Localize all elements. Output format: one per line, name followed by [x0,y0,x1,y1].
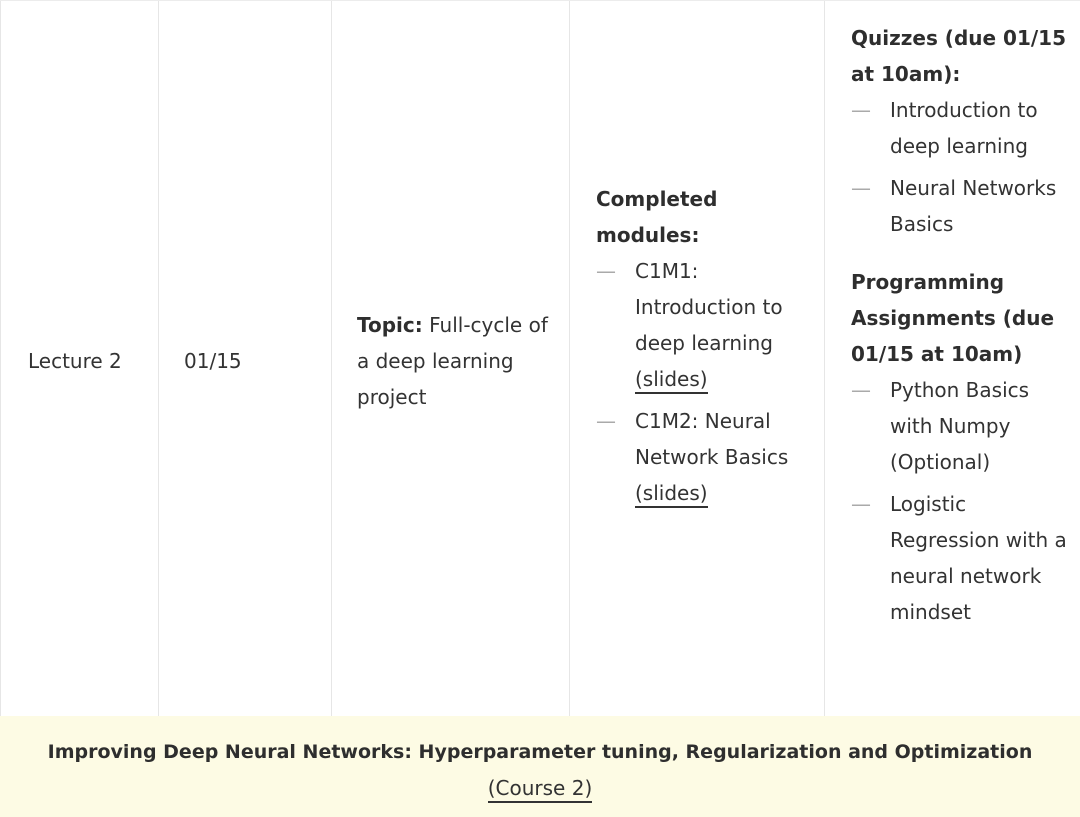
assignment-item: Python Basics with Numpy (Optional) [890,378,1030,474]
programming-assignments-heading: Programming Assignments (due 01/15 at 10am) [851,270,1055,366]
module-text: C1M1: Introduction to deep learning [635,259,783,355]
course-header-row [0,716,1080,817]
quiz-item: Introduction to deep learning [890,98,1038,158]
course-title: Improving Deep Neural Networks: Hyperparameter tuning, Regularization and Optimization [47,741,1033,763]
list-item [851,372,1076,480]
date-cell [159,1,332,717]
dash-bullet: — [851,98,871,122]
programming-assignments-list [851,372,1076,630]
dash-bullet: — [851,492,871,516]
slides-link-c1m2[interactable]: (slides) [635,481,708,508]
topic-text: Full-cycle of a deep learning project [357,313,548,409]
course-2-link[interactable]: (Course 2) [488,776,593,803]
topic-cell [332,1,570,717]
assignments-cell [825,1,1080,717]
lecture-date: 01/15 [184,349,242,373]
quiz-item: Neural Networks Basics [890,176,1057,236]
completed-modules-list [596,253,811,511]
dash-bullet: — [596,259,616,283]
assignment-item: Logistic Regression with a neural network mindset [890,492,1067,624]
quizzes-list [851,92,1076,242]
list-item [851,170,1076,242]
list-item [851,92,1076,164]
lecture-label: Lecture 2 [28,349,122,373]
topic-label: Topic: [357,313,423,337]
lecture-cell [0,1,159,717]
dash-bullet: — [851,176,871,200]
topic [357,307,557,415]
dash-bullet: — [851,378,871,402]
list-item [596,253,811,397]
completed-modules-heading: Completed modules: [596,187,718,247]
completed-modules-cell [570,1,825,717]
dash-bullet: — [596,409,616,433]
module-text: C1M2: Neural Network Basics [635,409,789,469]
list-item [596,403,811,511]
quizzes-heading: Quizzes (due 01/15 at 10am): [851,26,1066,86]
slides-link-c1m1[interactable]: (slides) [635,367,708,394]
list-item [851,486,1076,630]
